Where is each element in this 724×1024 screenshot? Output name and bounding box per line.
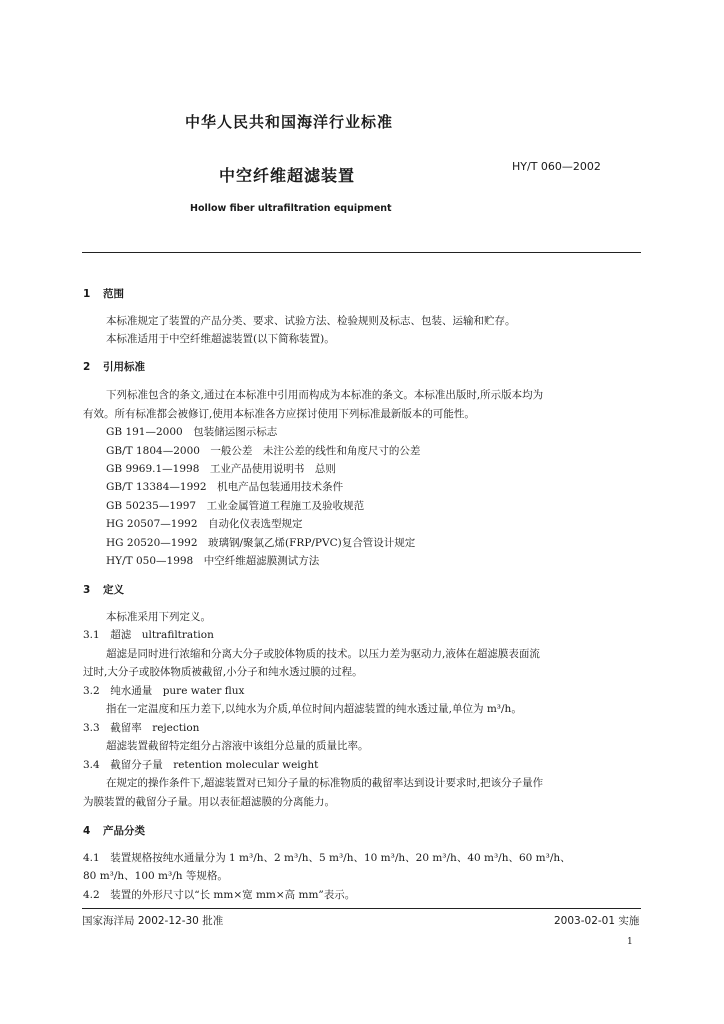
section-3-heading — [83, 582, 124, 597]
s2-paragraph-line-1: 下列标准包含的条文,通过在本标准中引用而构成为本标准的条文。本标准出版时,所示版本均为 — [106, 389, 544, 401]
reference-item: GB 191—2000 包装储运图示标志 — [106, 426, 278, 438]
standard-code: HY/T 060—2002 — [512, 160, 601, 173]
standard-category-title: 中华人民共和国海洋行业标准 — [185, 113, 394, 131]
reference-item: GB/T 1804—2000 一般公差 未注公差的线性和角度尺寸的公差 — [106, 445, 421, 457]
footer-divider — [82, 908, 641, 909]
section-1-heading — [83, 286, 124, 301]
definition-3-4-line-2: 为膜装置的截留分子量。用以表征超滤膜的分离能力。 — [83, 796, 335, 808]
document-title: 中空纤维超滤装置 — [219, 166, 356, 185]
section-title: 产品分类 — [103, 825, 145, 837]
s1-paragraph-1: 本标准规定了装置的产品分类、要求、试验方法、检验规则及标志、包装、运输和贮存。 — [106, 315, 516, 327]
english-title: Hollow fiber ultrafiltration equipment — [190, 203, 392, 214]
item-4-1-line-1: 4.1 装置规格按纯水通量分为 1 m³/h、2 m³/h、5 m³/h、10 m³/h、20 m³/h、40 m³/h、60 m³/h、 — [83, 852, 571, 864]
section-title: 范围 — [103, 288, 124, 300]
reference-item: GB/T 13384—1992 机电产品包装通用技术条件 — [106, 481, 344, 493]
section-2-heading — [83, 359, 145, 374]
section-4-heading — [83, 823, 145, 838]
reference-item: HG 20507—1992 自动化仪表选型规定 — [106, 518, 303, 530]
section-number: 1 — [83, 288, 91, 300]
reference-item: HG 20520—1992 玻璃钢/聚氯乙烯(FRP/PVC)复合管设计规定 — [106, 537, 416, 549]
section-title: 定义 — [103, 584, 124, 596]
definition-3-3-line-1: 超滤装置截留特定组分占溶液中该组分总量的质量比率。 — [106, 740, 369, 752]
page-number: 1 — [627, 937, 633, 947]
definition-3-2-line-1: 指在一定温度和压力差下,以纯水为介质,单位时间内超滤装置的纯水透过量,单位为 m³/h。 — [106, 703, 522, 715]
definition-3-4-line-1: 在规定的操作条件下,超滤装置对已知分子量的标准物质的截留率达到设计要求时,把该分子量作 — [106, 777, 544, 789]
definition-3-1-line-2: 过时,大分子或胶体物质被截留,小分子和纯水透过膜的过程。 — [83, 666, 363, 678]
item-4-2: 4.2 装置的外形尺寸以“长 mm×宽 mm×高 mm”表示。 — [83, 889, 356, 901]
reference-item: GB 50235—1997 工业金属管道工程施工及验收规范 — [106, 500, 365, 512]
definition-3-2-heading: 3.2 纯水通量 pure water flux — [83, 685, 245, 697]
definition-3-4-heading: 3.4 截留分子量 retention molecular weight — [83, 759, 319, 771]
reference-item: GB 9969.1—1998 工业产品使用说明书 总则 — [106, 463, 336, 475]
definition-3-3-heading: 3.3 截留率 rejection — [83, 722, 200, 734]
section-number: 2 — [83, 361, 91, 373]
s1-paragraph-2: 本标准适用于中空纤维超滤装置(以下简称装置)。 — [106, 333, 335, 345]
s2-paragraph-line-2: 有效。所有标准都会被修订,使用本标准各方应探讨使用下列标准最新版本的可能性。 — [83, 408, 475, 420]
definition-3-1-line-1: 超滤是同时进行浓缩和分离大分子或胶体物质的技术。以压力差为驱动力,液体在超滤膜表面流 — [106, 648, 540, 660]
item-4-1-line-2: 80 m³/h、100 m³/h 等规格。 — [83, 870, 228, 882]
implementation-date: 2003-02-01 实施 — [554, 915, 640, 927]
section-title: 引用标准 — [103, 361, 145, 373]
reference-item: HY/T 050—1998 中空纤维超滤膜测试方法 — [106, 555, 320, 567]
section-number: 3 — [83, 584, 91, 596]
section-number: 4 — [83, 825, 91, 837]
s3-intro: 本标准采用下列定义。 — [106, 611, 211, 623]
header-divider — [82, 252, 641, 253]
approval-date: 国家海洋局 2002-12-30 批准 — [82, 915, 224, 927]
definition-3-1-heading: 3.1 超滤 ultrafiltration — [83, 629, 214, 641]
